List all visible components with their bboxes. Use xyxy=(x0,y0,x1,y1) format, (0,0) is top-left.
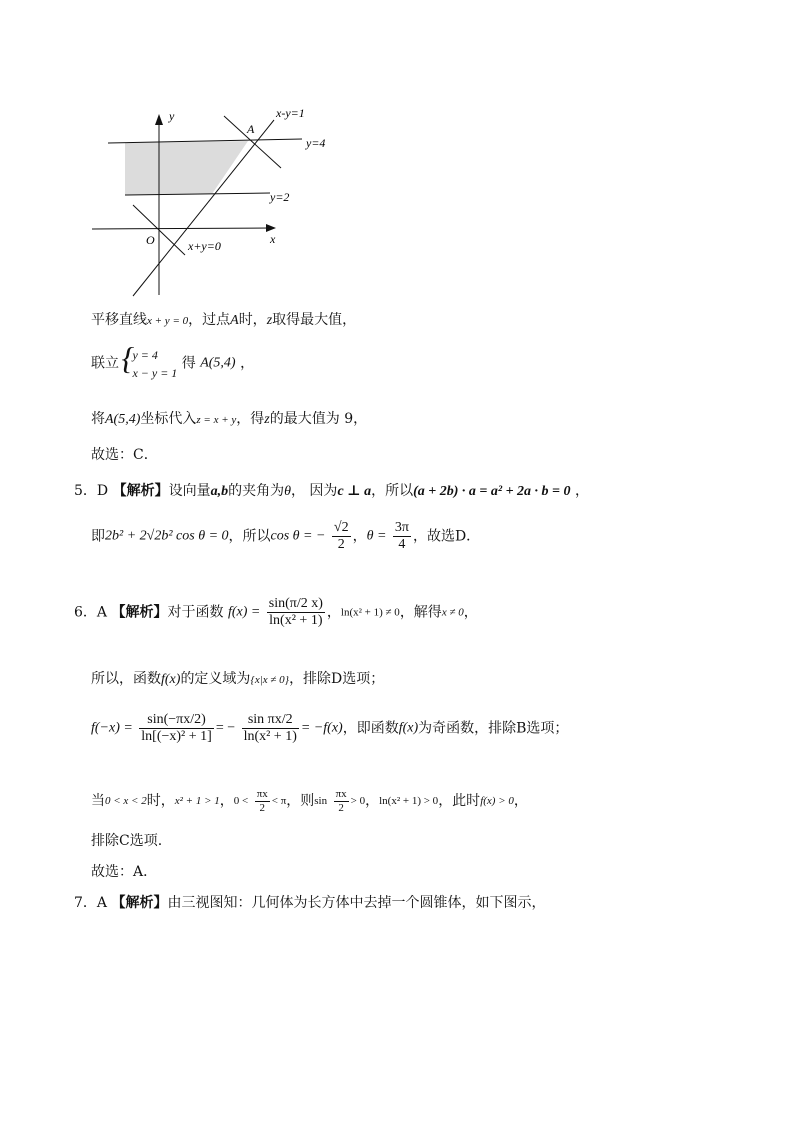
equation-system: { y = 4 x − y = 1 xyxy=(121,340,178,380)
label-x-minus-y-1: x-y=1 xyxy=(276,106,305,120)
text-line-system: 联立 { y = 4 x − y = 1 得 A(5,4) ， xyxy=(91,340,255,380)
question-6-exclude-c: 排除C选项. xyxy=(91,833,163,849)
question-5-continued: 即2b² + 2√2b² cos θ = 0，所以cos θ = − $\frac{√2}{2}$ ，θ = $\frac{3\pi}{4}$ ，故选D． xyxy=(91,520,481,553)
x-axis xyxy=(92,228,272,229)
question-6-domain: 所以，函数f(x)的定义域为{x|x ≠ 0}，排除D选项； xyxy=(91,671,385,687)
y-axis-label: y xyxy=(169,109,175,123)
label-x-plus-y-0: x+y=0 xyxy=(188,239,221,253)
question-6-odd: f(−x) = $\frac{\sin(-\pi x/2)}{\text{ln[(−x)² + 1]}}$ = − $\frac{\text{sin πx/2}}{\text{ln(x² + 1)}}$ = −f(x)，即函数f(x)为奇函数，排除B选项； xyxy=(91,712,569,745)
x-axis-arrow xyxy=(266,224,276,232)
fraction-pix-over-2-b: $\frac{\pi x}{2}$ xyxy=(335,788,347,814)
coordinate-graph xyxy=(0,0,794,310)
origin-label: O xyxy=(146,233,155,247)
fraction-function-f: $\frac{\sin(\pi/2 x)}{\text{ln(x² + 1)}}$ xyxy=(268,596,323,629)
x-axis-label: x xyxy=(270,232,276,246)
question-6: 6．A 【解析】对于函数 f(x) = $\frac{\sin(\pi/2 x)}{\text{ln(x² + 1)}}$ ，ln(x² + 1) ≠ 0，解得x ≠ 0， xyxy=(74,596,478,629)
shaded-feasible-region xyxy=(125,141,248,195)
question-5: 5．D 【解析】设向量a,b的夹角为θ， 因为c ⊥ a，所以(a + 2b) · a = a² + 2a · b = 0 ， xyxy=(74,483,589,499)
question-7: 7．A 【解析】由三视图知：几何体为长方体中去掉一个圆锥体，如下图示， xyxy=(74,895,546,911)
text-line-translate: 平移直线x + y = 0，过点A时，z取得最大值， xyxy=(91,312,357,328)
answer-c: 故选：C． xyxy=(91,447,158,463)
fraction-sin-over-ln: $\frac{\text{sin πx/2}}{\text{ln(x² + 1)}}$ xyxy=(243,712,297,745)
y-axis-arrow xyxy=(155,114,163,125)
fraction-f-minus-x: $\frac{\sin(-\pi x/2)}{\text{ln[(−x)² + 1]}}$ xyxy=(141,712,212,745)
point-a-label: A xyxy=(247,122,255,136)
fraction-sqrt2-over-2: $\frac{√2}{2}$ xyxy=(333,520,349,553)
label-y-2: y=2 xyxy=(270,190,290,204)
answer-a: 故选：A． xyxy=(91,864,158,880)
question-6-interval: 当0 < x < 2时，x² + 1 > 1，0 < $\frac{\pi x}{2}$ < π，则sin $\frac{\pi x}{2}$ > 0，ln(x² + 1) > 0，此时f(x) > 0， xyxy=(91,788,528,814)
fraction-3pi-over-4: $\frac{3\pi}{4}$ xyxy=(394,520,409,553)
label-y-4: y=4 xyxy=(306,136,326,150)
fraction-pix-over-2-a: $\frac{\pi x}{2}$ xyxy=(256,788,268,814)
text-line-substitute: 将A(5,4)坐标代入z = x + y，得z的最大值为 9， xyxy=(91,411,368,427)
